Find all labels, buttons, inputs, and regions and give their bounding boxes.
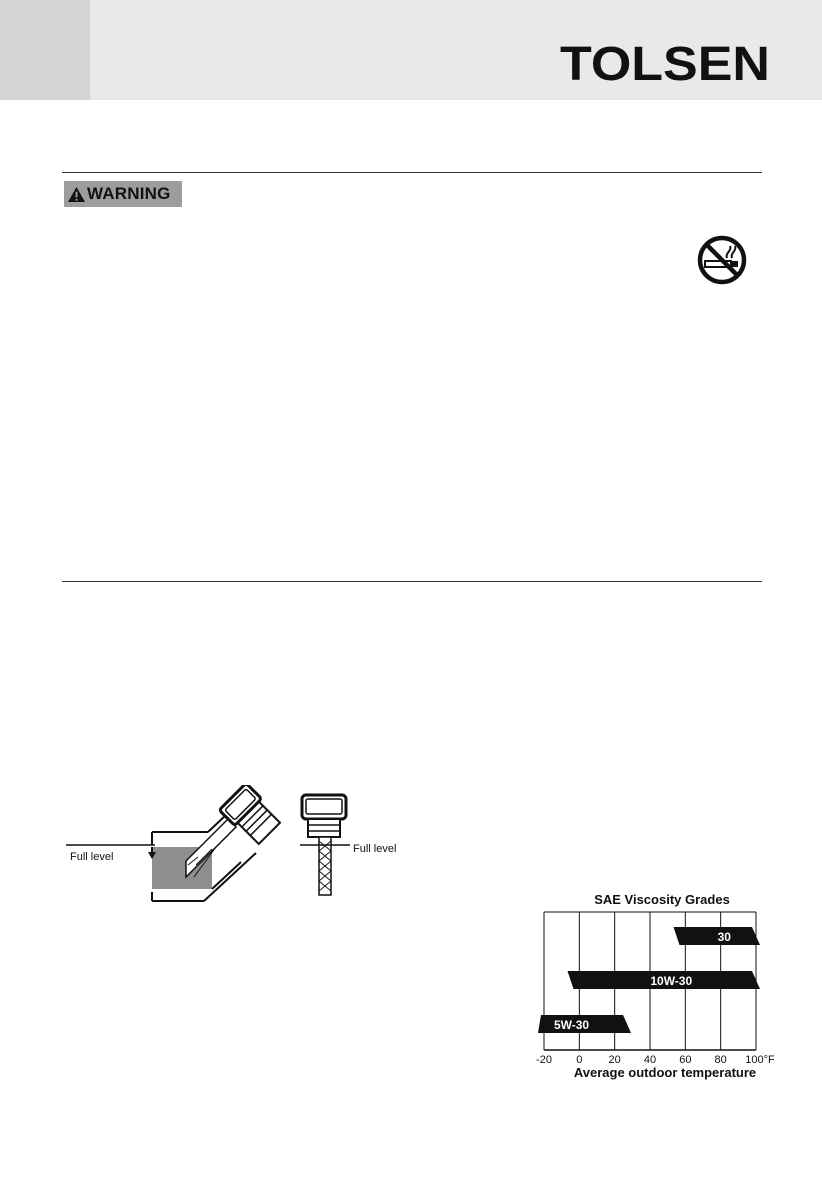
top-divider (62, 172, 762, 173)
dipstick-figure (66, 785, 406, 910)
warning-badge (64, 181, 182, 207)
chart-x-tick-label: -20 (536, 1054, 552, 1066)
chart-x-tick-label: 100°F (745, 1054, 775, 1066)
chart-title: SAE Viscosity Grades (594, 892, 730, 907)
header-tab (0, 0, 90, 100)
chart-bar-label: 10W-30 (650, 974, 693, 988)
chart-x-tick-label: 20 (608, 1054, 621, 1066)
warning-label: WARNING (87, 184, 171, 203)
sae-viscosity-chart (524, 888, 790, 1084)
angled-filler-diagram (66, 785, 283, 901)
chart-x-axis-label: Average outdoor temperature (573, 1065, 757, 1080)
chart-x-tick-label: 80 (714, 1054, 727, 1066)
chart-bar-label: 5W-30 (553, 1018, 590, 1032)
vertical-dipstick-diagram (300, 795, 396, 895)
chart-bar-label: 30 (717, 930, 731, 944)
full-level-label-right: Full level (353, 843, 397, 855)
chart-bars (538, 927, 760, 1033)
chart-x-tick-label: 60 (679, 1054, 692, 1066)
warning-triangle-icon (67, 186, 86, 203)
chart-x-tick-label: 0 (576, 1054, 583, 1066)
brand-logo-text: TOLSEN (560, 38, 770, 88)
full-level-label-left: Full level (70, 851, 114, 863)
bottom-divider (62, 581, 762, 582)
brand-logo (560, 38, 772, 88)
chart-x-tick-label: 40 (643, 1054, 657, 1066)
no-smoking-icon (694, 234, 750, 286)
